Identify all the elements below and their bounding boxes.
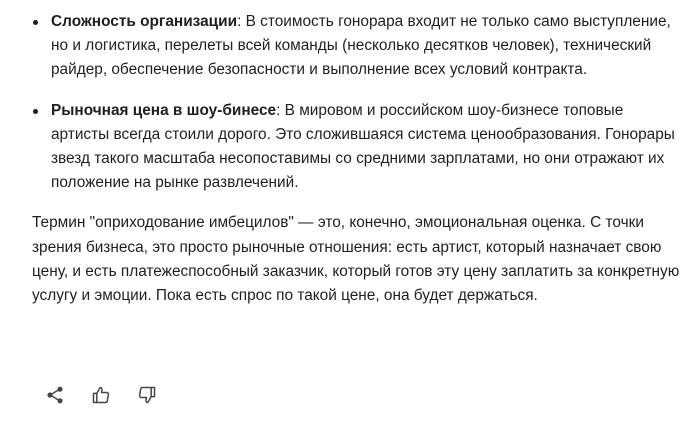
response-content	[32, 10, 682, 308]
list-item	[32, 99, 682, 196]
response-actions	[40, 380, 162, 410]
share-icon	[45, 385, 65, 405]
list-item	[32, 10, 682, 83]
bullet-text: : В мировом и российском шоу-бизнесе топовые артисты всегда стоили дорого. Это сложившаяся система ценообразования. Гонорары звезд такого масштаба несопоставимы со средними зарплатами, но они отражают их положение на рынке развлечений.	[51, 101, 675, 192]
like-button[interactable]	[86, 380, 116, 410]
bullet-text: : В стоимость гонорара входит не только само выступление, но и логистика, перелеты всей команды (несколько десятков человек), технический райдер, обеспечение безопасности и выполнение всех условий контракта.	[51, 13, 671, 79]
bullet-title: Рыночная цена в шоу-бинесе	[51, 101, 277, 119]
bullet-dot	[33, 20, 38, 25]
summary-paragraph: Термин "оприходование имбецилов" — это, конечно, эмоциональная оценка. С точки зрения бизнеса, это просто рыночные отношения: есть артист, который назначает свою цену, и есть платежеспособный заказчик, который готов эту цену заплатить за конкретную услугу и эмоции. Пока есть спрос по такой цене, она будет держаться.	[32, 214, 680, 305]
dislike-button[interactable]	[132, 380, 162, 410]
thumbs-up-icon	[91, 385, 111, 405]
bullet-dot	[33, 109, 38, 114]
thumbs-down-icon	[137, 385, 157, 405]
bullet-title: Сложность организации	[51, 13, 238, 30]
share-button[interactable]	[40, 380, 70, 410]
bullet-list	[32, 10, 682, 195]
